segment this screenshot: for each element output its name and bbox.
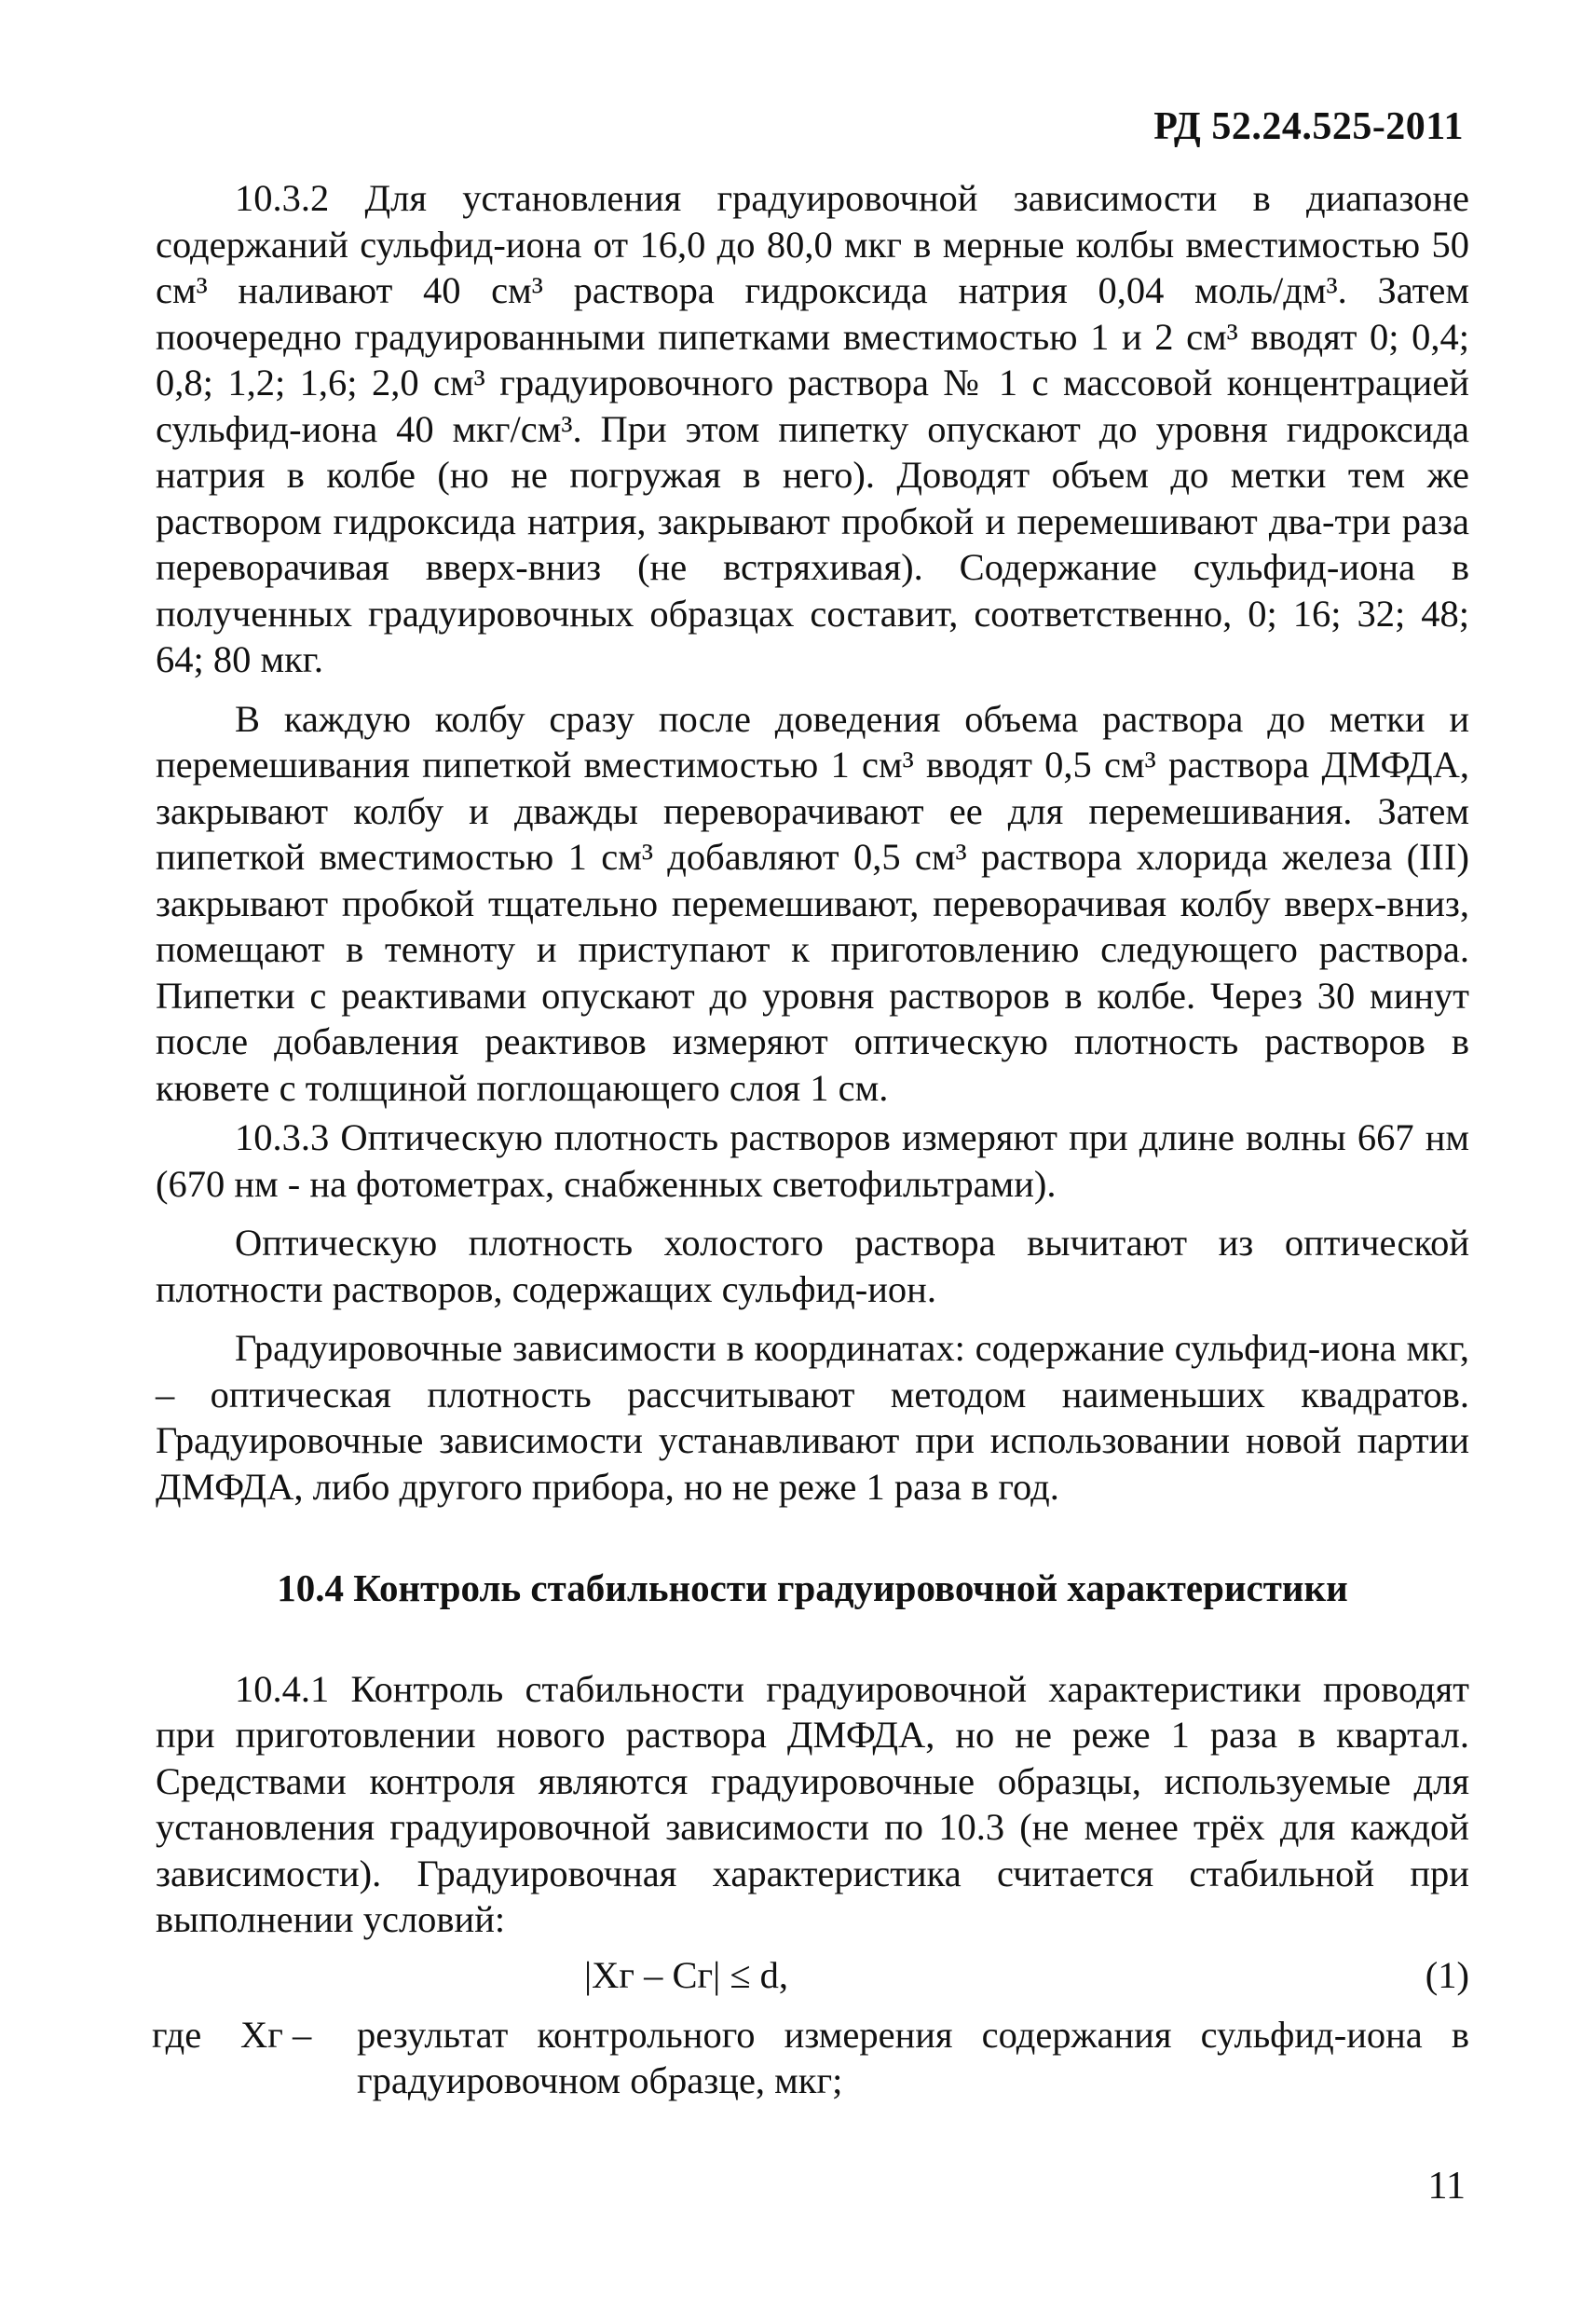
where-word: где [152, 2013, 202, 2056]
formula-1 [156, 1947, 1469, 2001]
where-clause [152, 2012, 1469, 2104]
where-symbol: Xг – [240, 2013, 312, 2056]
page-number: 11 [1427, 2165, 1466, 2208]
formula-expression: |Xг – Cг| ≤ d, [584, 1953, 789, 1996]
paragraph-10-3-2: 10.3.2 Для установления градуировочной зависимости в диапазоне содержаний сульфид-иона от 16,0 до 80,0 мкг в мерные колбы вместимостью 50 см³ наливают 40 см³ раствора гидроксида натрия 0,04 моль/дм³. Затем поочередно градуированными пипетками вместимостью 1 и 2 см³ вводят 0; 0,4; 0,8; 1,2; 1,6; 2,0 см³ градуировочного раствора № 1 с массовой концентрацией сульфид-иона 40 мкг/см³. При этом пипетку опускают до уровня гидроксида натрия в колбе (но не погружая в него). Доводят объем до метки тем же раствором гидроксида натрия, закрывают пробкой и перемешивают два-три раза переворачивая вверх-вниз (не встряхивая). Содержание сульфид-иона в полученных градуировочных образцах составит, соответственно, 0; 16; 32; 48; 64; 80 мкг. [156, 177, 1469, 680]
where-definition: результат контрольного измерения содержания сульфид-иона в градуировочном образце, мкг; [357, 2013, 1469, 2101]
document-code: РД 52.24.525-2011 [1153, 105, 1464, 148]
paragraph-calibration-dependence: Градуировочные зависимости в координатах: содержание сульфид-иона мкг, – оптическая плотность рассчитывают методом наименьших квадратов. Градуировочные зависимости устанавливают при использовании новой партии ДМФДА, либо другого прибора, но не реже 1 раза в год. [156, 1327, 1469, 1508]
paragraph-10-4-1: 10.4.1 Контроль стабильности градуировочной характеристики проводят при приготовлении нового раствора ДМФДА, но не реже 1 раза в квартал. Средствами контроля являются градуировочные образцы, используемые для установления градуировочной зависимости по 10.3 (не менее трёх для каждой зависимости). Градуировочная характеристика считается стабильной при выполнении условий: [156, 1667, 1469, 1940]
formula-number: (1) [1425, 1953, 1469, 1996]
document-body [152, 175, 1469, 2104]
paragraph-blank-subtraction: Оптическую плотность холостого раствора вычитают из оптической плотности растворов, содержащих сульфид-ион. [156, 1222, 1469, 1310]
section-heading-10-4: 10.4 Контроль стабильности градуировочной характеристики [277, 1566, 1348, 1609]
paragraph-reagents: В каждую колбу сразу после доведения объема раствора до метки и перемешивания пипеткой вместимостью 1 см³ вводят 0,5 см³ раствора ДМФДА, закрывают колбу и дважды переворачивают ее для перемешивания. Затем пипеткой вместимостью 1 см³ добавляют 0,5 см³ раствора хлорида железа (III) закрывают пробкой тщательно перемешивают, переворачивая колбу вверх-вниз, помещают в темноту и приступают к приготовлению следующего раствора. Пипетки с реактивами опускают до уровня растворов в колбе. Через 30 минут после добавления реактивов измеряют оптическую плотность растворов в кювете с толщиной поглощающего слоя 1 см. [156, 697, 1469, 1109]
paragraph-10-3-3: 10.3.3 Оптическую плотность растворов измеряют при длине волны 667 нм (670 нм - на фотометрах, снабженных светофильтрами). [156, 1116, 1469, 1205]
